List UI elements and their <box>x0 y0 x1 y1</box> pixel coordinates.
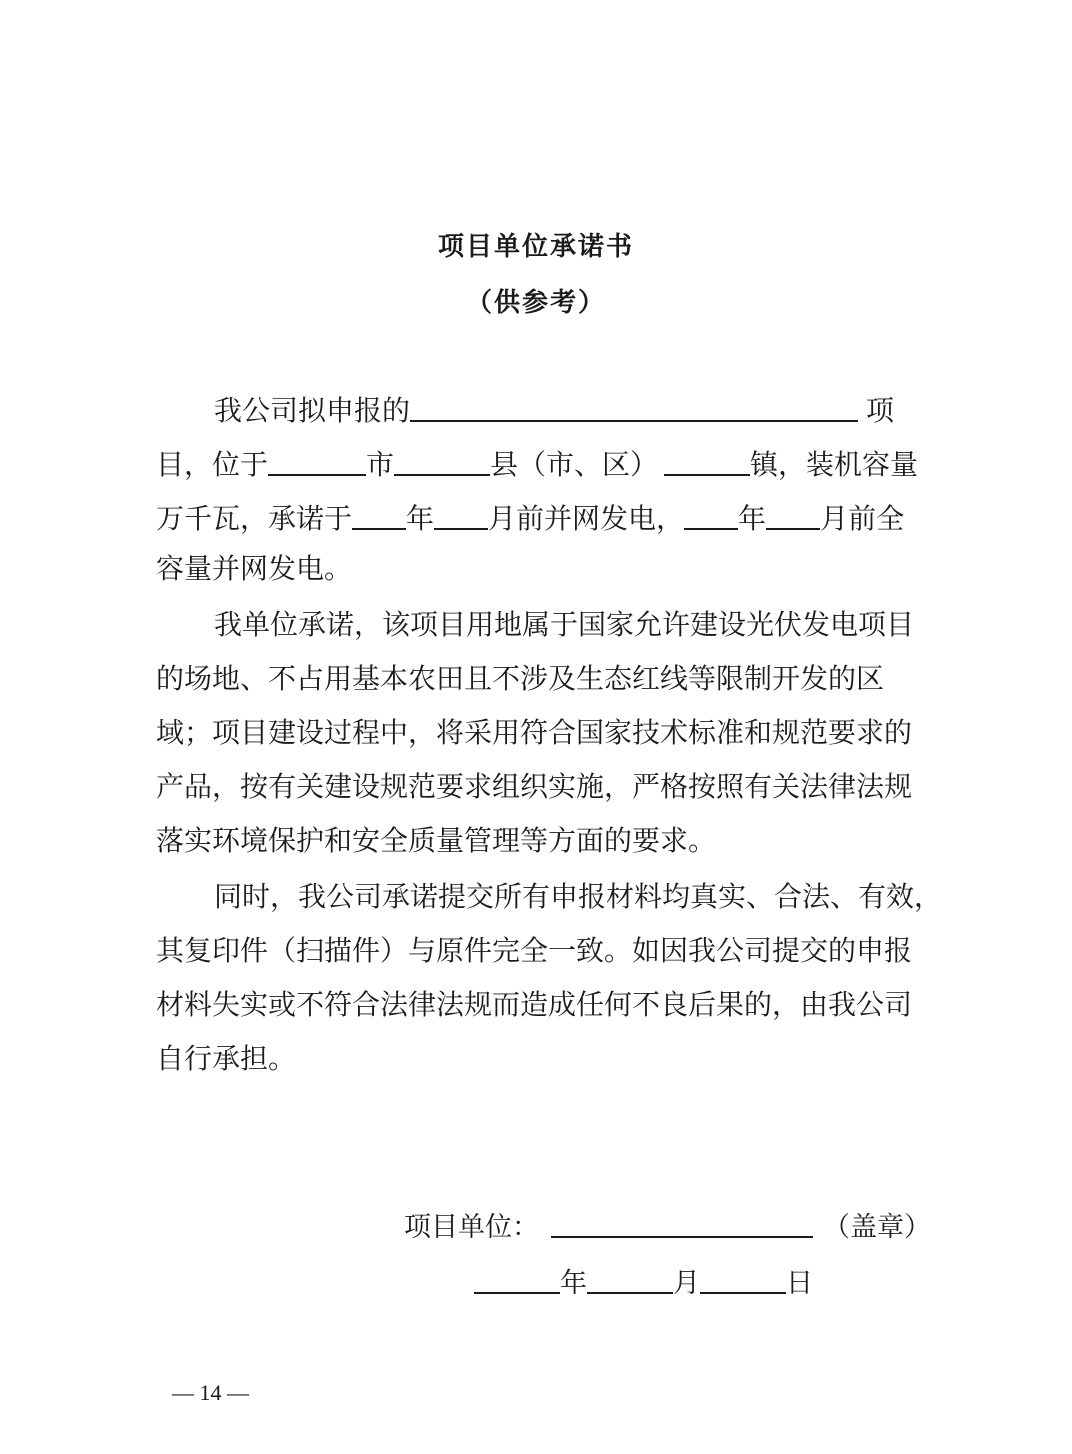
town-blank <box>664 446 750 476</box>
paragraph-3-line-2: 其复印件（扫描件）与原件完全一致。如因我公司提交的申报 <box>156 934 913 967</box>
sign-day-blank <box>700 1264 786 1294</box>
project-name-blank <box>410 392 858 422</box>
day-label: 日 <box>786 1268 813 1299</box>
paragraph-2-line-3: 域；项目建设过程中，将采用符合国家技术标准和规范要求的 <box>156 716 913 749</box>
document-subtitle: （供参考） <box>465 288 606 318</box>
full-capacity-year-blank <box>684 500 738 530</box>
grid-month-blank <box>434 500 488 530</box>
county-blank <box>394 446 490 476</box>
p1-text: 月前全 <box>820 502 905 535</box>
unit-label: 项目单位： <box>404 1212 539 1243</box>
month-label: 月 <box>673 1268 700 1299</box>
paragraph-1-line-2 <box>156 444 918 482</box>
p1-text: 年 <box>406 502 435 535</box>
p1-text: 目，位于 <box>156 448 269 481</box>
paragraph-2-line-2: 的场地、不占用基本农田且不涉及生态红线等限制开发的区 <box>156 662 885 695</box>
signature-unit-line <box>404 1206 931 1245</box>
p1-text: 市 <box>366 448 395 481</box>
paragraph-2-line-5: 落实环境保护和安全质量管理等方面的要求。 <box>156 824 717 857</box>
p1-text: 月前并网发电， <box>488 502 685 535</box>
paragraph-1-line-1 <box>214 390 894 428</box>
page-number: — 14 — <box>172 1380 249 1405</box>
city-blank <box>268 446 366 476</box>
paragraph-2-line-1: 我单位承诺，该项目用地属于国家允许建设光伏发电项目 <box>214 608 915 641</box>
p1-text: 县（市、区） <box>490 448 659 481</box>
paragraph-1-line-4: 容量并网发电。 <box>156 552 353 585</box>
paragraph-1-line-3 <box>156 498 904 536</box>
document-title: 项目单位承诺书 <box>437 232 634 262</box>
p1-text: 年 <box>738 502 767 535</box>
paragraph-3-line-3: 材料失实或不符合法律法规而造成任何不良后果的，由我公司 <box>156 988 913 1021</box>
paragraph-2-line-4: 产品，按有关建设规范要求组织实施，严格按照有关法律法规 <box>156 770 913 803</box>
year-label: 年 <box>560 1268 587 1299</box>
sign-month-blank <box>587 1264 673 1294</box>
seal-label: （盖章） <box>823 1212 931 1243</box>
paragraph-3-line-4: 自行承担。 <box>156 1042 297 1075</box>
p1-text: 我公司拟申报的 <box>214 394 411 427</box>
unit-name-blank <box>551 1208 813 1238</box>
grid-year-blank <box>352 500 406 530</box>
p1-text: 项 <box>866 394 895 427</box>
sign-year-blank <box>474 1264 560 1294</box>
paragraph-3-line-1: 同时，我公司承诺提交所有申报材料均真实、合法、有效， <box>214 880 943 913</box>
signature-date-line <box>474 1262 813 1301</box>
full-capacity-month-blank <box>766 500 820 530</box>
p1-text: 镇，装机容量 <box>750 448 919 481</box>
p1-text: 万千瓦，承诺于 <box>156 502 353 535</box>
